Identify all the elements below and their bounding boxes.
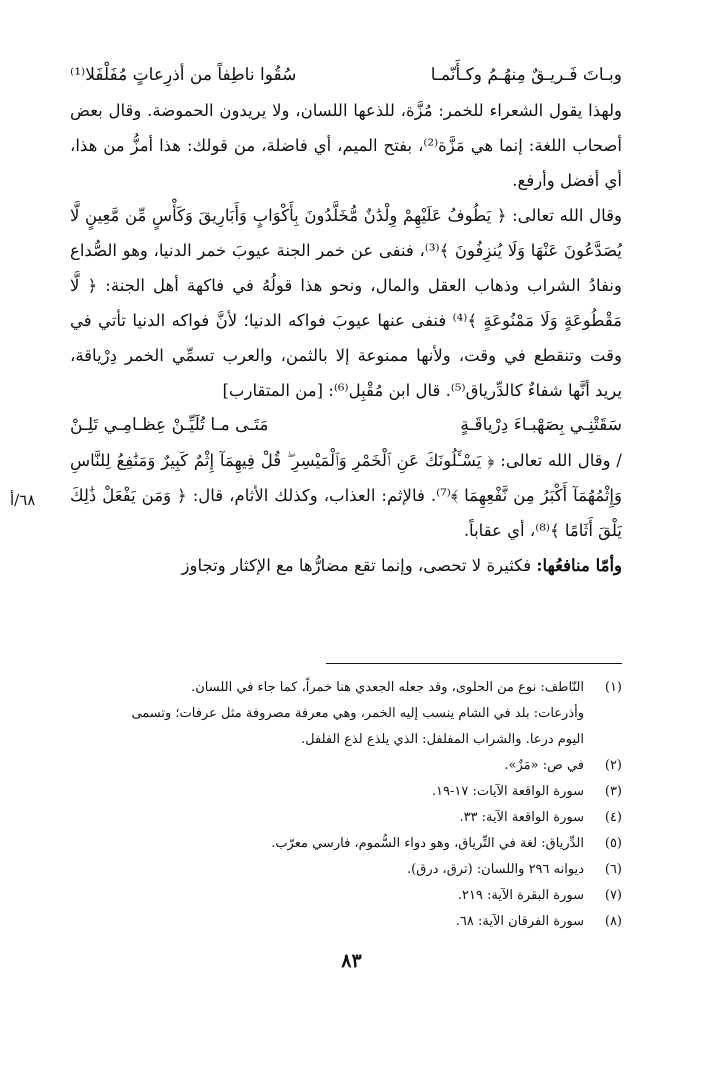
footnote-text: في ص: «مَزٌ». — [504, 758, 584, 773]
margin-folio-reference: ٦٨/أ — [10, 491, 36, 509]
paragraph-4 — [70, 548, 622, 583]
page-number: ٨٣ — [341, 950, 362, 972]
footnote-3 — [110, 779, 622, 805]
footnote-7 — [110, 883, 622, 909]
footnote-text: الدِّرياق: لغة في التِّرياق، وهو دواء السُّموم، فارسي معرّب. — [271, 836, 584, 851]
verse-2-second-hemistich: مَتَـى مـا تُلَيِّـنْ عِظـامِـي تَلِـنْ — [70, 415, 269, 435]
footnote-text: سورة الفرقان الآية: ٦٨. — [455, 914, 584, 929]
footnote-4 — [110, 805, 622, 831]
footnote-text: سورة البقرة الآية: ٢١٩. — [457, 888, 584, 903]
footnote-1 — [110, 675, 622, 701]
footnote-1-continuation — [110, 701, 622, 753]
footnote-number: (١) — [604, 680, 622, 695]
footnote-separator — [326, 663, 622, 664]
footnote-number: (٢) — [604, 758, 622, 773]
verse-1-first-hemistich: وبـاتَ فَـريـقٌ مِنهُـمُ وكـأَنّمـا — [430, 65, 622, 85]
verse-2-first-hemistich: سَقَتْنِـي بِصَهْبـاءَ دِرْياقَـةٍ — [460, 415, 622, 435]
footnote-text: سورة الواقعة الآية: ٣٣. — [459, 810, 584, 825]
footnote-6 — [110, 857, 622, 883]
footnote-number: (٦) — [604, 862, 622, 877]
footnote-number: (٤) — [604, 810, 622, 825]
paragraph-4-lead: وأمّا منافعُها: — [536, 556, 622, 575]
footnotes — [110, 675, 622, 935]
paragraph-4-text: فكثيرة لا تحصى، وإنما تقع مضارُّها مع الإكثار وتجاوز — [181, 556, 537, 575]
footnote-number: (٧) — [604, 888, 622, 903]
footnote-5 — [110, 831, 622, 857]
verse-1-second-hemistich: سُقُوا ناطِفاً من أذرِعاتٍ مُفَلْفَلا⁽¹⁾ — [70, 65, 297, 85]
footnote-number: (٥) — [604, 836, 622, 851]
footnote-text: النّاطف: نوع من الحلوى، وقد جعله الجعدي هنا خمراً، كما جاء في اللسان. — [191, 680, 584, 695]
poetry-verse-2 — [70, 408, 622, 443]
poetry-verse-1 — [70, 58, 622, 93]
paragraph-1: ولهذا يقول الشعراء للخمر: مُزَّة، للذعها اللسان، ولا يريدون الحموضة. وقال بعض أصحاب اللغة: إنما هي مَزَّة⁽²⁾، بفتح الميم، أي فاضلة، من قولك: هذا أمزُّ من هذا، أي أفضل وأرفع. — [70, 101, 623, 190]
footnote-text: سورة الواقعة الآيات: ١٧-١٩. — [431, 784, 584, 799]
footnote-text: وأذرعات: بلد في الشام ينسب إليه الخمر، وهي معرفة مصروفة مثل عرفات؛ وتسمى اليوم درعا. والشراب المفلفل: الذي يلذع لذع الفلفل. — [131, 706, 584, 747]
footnote-number: (٨) — [604, 914, 622, 929]
footnote-2 — [110, 753, 622, 779]
footnote-8 — [110, 909, 622, 935]
footnote-text: ديوانه ٢٩٦ واللسان: (ترق، درق). — [407, 862, 584, 877]
footnote-number: (٣) — [604, 784, 622, 799]
paragraph-3: / وقال الله تعالى: ﴿ يَسْـَٔلُونَكَ عَنِ ٱلْخَمْرِ وَٱلْمَيْسِرِ ۖ قُلْ فِيهِمَآ إِثْمٌ كَبِيرٌ وَمَنَٰفِعُ لِلنَّاسِ وَإِثْمُهُمَآ أَكْبَرُ مِن نَّفْعِهِمَا ﴾⁽⁷⁾. فالإثم: العذاب، وكذلك الأثام، قال: ﴿ وَمَن يَفْعَلْ ذَٰلِكَ يَلْقَ أَثَامًا ﴾⁽⁸⁾، أي عقاباً. — [70, 451, 622, 540]
main-text-block — [70, 58, 622, 583]
paragraph-2: وقال الله تعالى: ﴿ يَطُوفُ عَلَيْهِمْ وِلْدَٰنٌ مُّخَلَّدُونَ بِأَكْوَابٍ وَأَبَارِيقَ وَكَأْسٍ مِّن مَّعِينٍ لَّا يُصَدَّعُونَ عَنْهَا وَلَا يُنزِفُونَ ﴾⁽³⁾، فنفى عن خمر الجنة عيوبَ خمر الدنيا، وهو الصُّداع ونفادُ الشراب وذهاب العقل والمال، ونحو هذا قولُهُ في فاكهة أهل الجنة: ﴿ لَّا مَقْطُوعَةٍ وَلَا مَمْنُوعَةٍ ﴾⁽⁴⁾ فنفى عنها عيوبَ فواكه الدنيا؛ لأنَّ فواكه الدنيا تأتي في وقت وتنقطع في وقت، ولأنها ممنوعة إلا بالثمن، والعرب تسمِّي الخمر دِرْياقة، يريد أنَّها شفاءٌ كالدِّرياق⁽⁵⁾. قال ابن مُقْبِل⁽⁶⁾: [من المتقارب] — [70, 206, 622, 400]
